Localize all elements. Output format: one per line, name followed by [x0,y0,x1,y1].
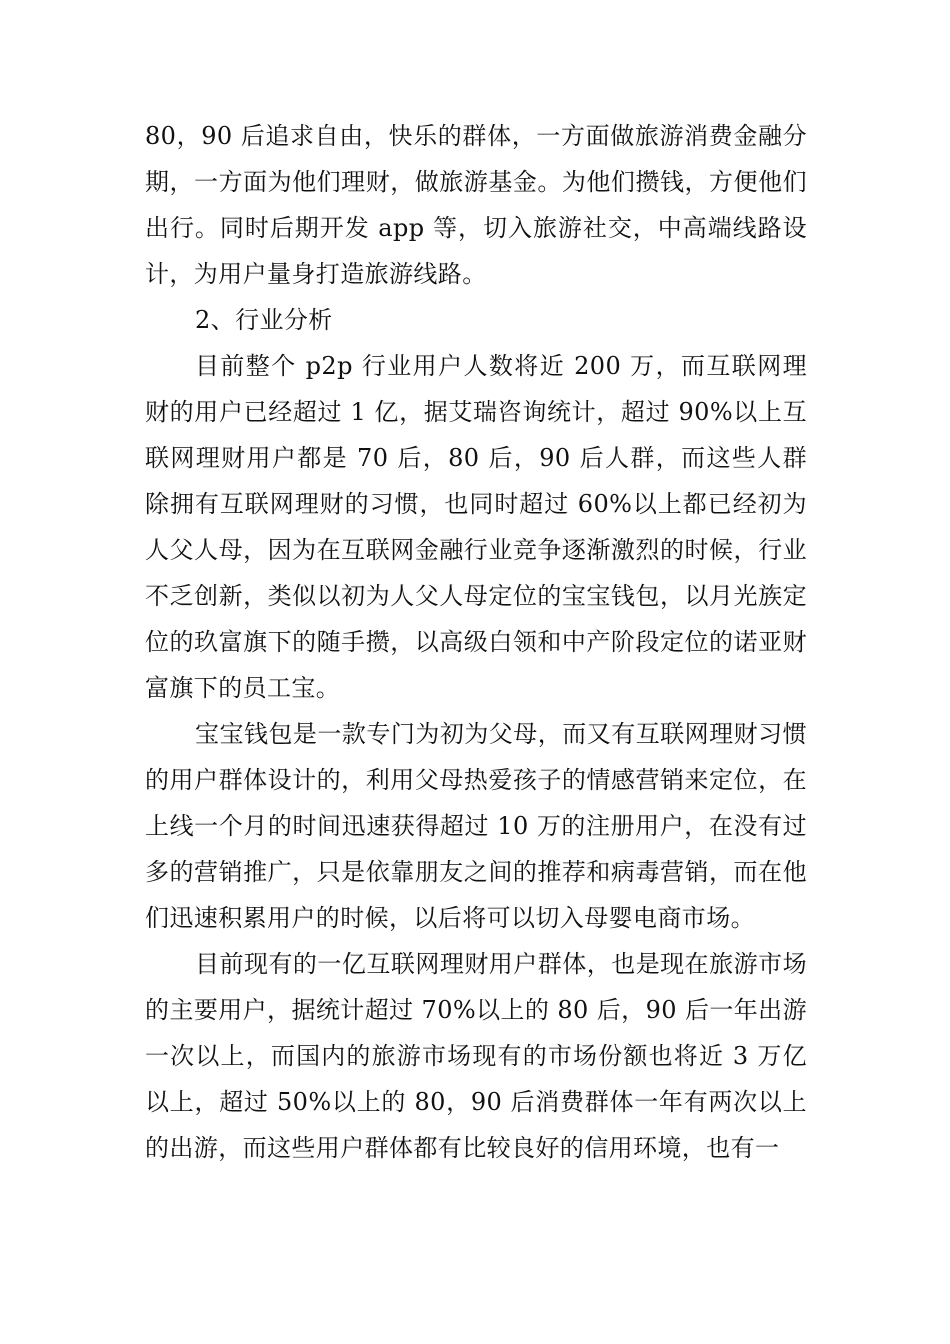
paragraph-travel-market: 目前现有的一亿互联网理财用户群体，也是现在旅游市场的主要用户，据统计超过 70%以上的 80 后，90 后一年出游一次以上，而国内的旅游市场现有的市场份额也将近 3 万亿以上，超过 50%以上的 80，90 后消费群体一年有两次以上的出游，而这些用户群体都有比较良好的信用环境，也有一 [145,950,807,1162]
paragraph-baby-wallet: 宝宝钱包是一款专门为初为父母，而又有互联网理财习惯的用户群体设计的，利用父母热爱孩子的情感营销来定位，在上线一个月的时间迅速获得超过 10 万的注册用户，在没有过多的营销推广，只是依靠朋友之间的推荐和病毒营销，而在他们迅速积累用户的时候，以后将可以切入母婴电商市场。 [145,720,807,932]
document-body [145,113,807,1171]
paragraph-industry-overview: 目前整个 p2p 行业用户人数将近 200 万，而互联网理财的用户已经超过 1 亿，据艾瑞咨询统计，超过 90%以上互联网理财用户都是 70 后，80 后，90 后人群，而这些人群除拥有互联网理财的习惯，也同时超过 60%以上都已经初为人父人母，因为在互联网金融行业竞争逐渐激烈的时候，行业不乏创新，类似以初为人父人母定位的宝宝钱包，以月光族定位的玖富旗下的随手攒，以高级白领和中产阶段定位的诺亚财富旗下的员工宝。 [145,352,807,702]
section-heading-industry-analysis: 2、行业分析 [195,306,333,334]
paragraph-intro: 80，90 后追求自由，快乐的群体，一方面做旅游消费金融分期，一方面为他们理财，做旅游基金。为他们攒钱，方便他们出行。同时后期开发 app 等，切入旅游社交，中高端线路设计，为用户量身打造旅游线路。 [145,122,807,288]
